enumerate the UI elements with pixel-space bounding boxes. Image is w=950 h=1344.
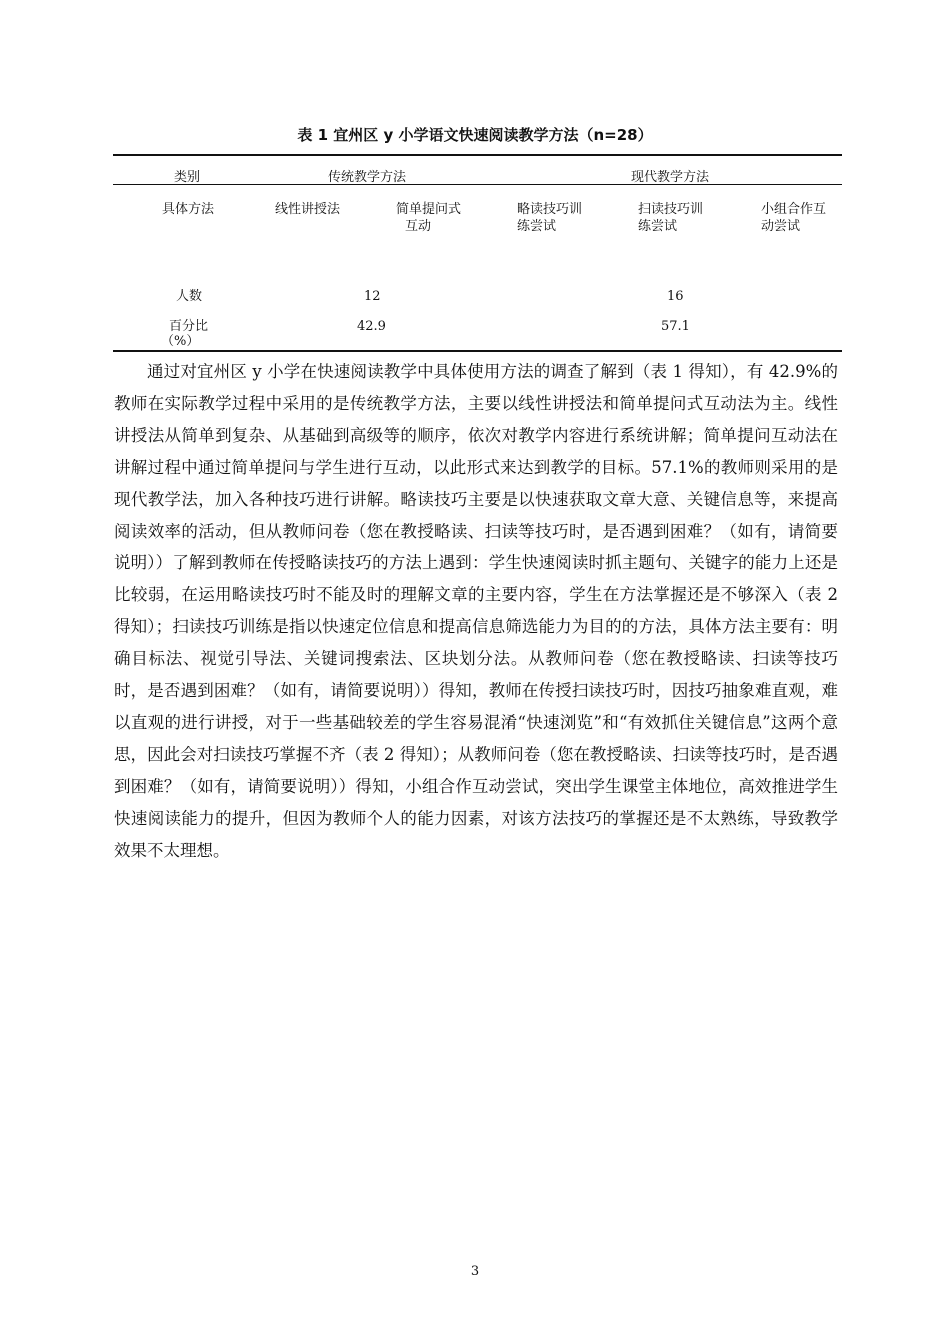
method-row-label: 具体方法 [162,202,215,217]
method-simple-questioning [396,201,461,235]
method-group-cooperation-line2: 动尝试 [761,219,801,234]
count-row-label: 人数 [176,289,203,304]
method-group-cooperation-line1: 小组合作互 [761,202,827,217]
method-scanning-line2: 练尝试 [638,219,678,234]
method-group-cooperation [761,201,826,235]
page-number: 3 [470,1264,480,1279]
category-header: 类别 [174,170,201,185]
table-caption: 表 1 宜州区 y 小学语文快速阅读教学方法（n=28） [297,126,653,144]
count-traditional: 12 [364,289,381,304]
percent-traditional: 42.9 [357,319,386,334]
method-skimming-line2: 练尝试 [517,219,557,234]
method-simple-questioning-line2: 互动 [405,219,432,234]
count-modern: 16 [667,289,684,304]
method-simple-questioning-line1: 简单提问式 [396,202,462,217]
method-scanning-line1: 扫读技巧训 [638,202,704,217]
percent-row-label-line2: （%） [161,334,200,349]
method-scanning [638,201,703,235]
percent-row-label-line1: 百分比 [169,319,209,334]
table-header-rule [113,184,842,185]
method-linear-lecture-line: 线性讲授法 [275,202,341,217]
percent-row-label [161,318,209,350]
table-bottom-rule [113,350,842,352]
method-skimming-line1: 略读技巧训 [517,202,583,217]
modern-methods-header: 现代教学方法 [631,170,710,185]
traditional-methods-header: 传统教学方法 [328,170,407,185]
body-paragraph: 通过对宜州区 y 小学在快速阅读教学中具体使用方法的调查了解到（表 1 得知），有 42.9%的教师在实际教学过程中采用的是传统教学方法，主要以线性讲授法和简单提问式互动法为主。线性讲授法从简单到复杂、从基础到高级等的顺序，依次对教学内容进行系统讲解；简单提问互动法在讲解过程中通过简单提问与学生进行互动，以此形式来达到教学的目标。57.1%的教师则采用的是现代教学法，加入各种技巧进行讲解。略读技巧主要是以快速获取文章大意、关键信息等，来提高阅读效率的活动，但从教师问卷（您在教授略读、扫读等技巧时，是否遇到困难？（如有，请简要说明））了解到教师在传授略读技巧的方法上遇到：学生快速阅读时抓主题句、关键字的能力上还是比较弱，在运用略读技巧时不能及时的理解文章的主要内容，学生在方法掌握还是不够深入（表 2 得知）；扫读技巧训练是指以快速定位信息和提高信息筛选能力为目的的方法，具体方法主要有：明确目标法、视觉引导法、关键词搜索法、区块划分法。从教师问卷（您在教授略读、扫读等技巧时，是否遇到困难？（如有，请简要说明））得知，教师在传授扫读技巧时，因技巧抽象难直观，难以直观的进行讲授，对于一些基础较差的学生容易混淆“快速浏览”和“有效抓住关键信息”这两个意思，因此会对扫读技巧掌握不齐（表 2 得知）；从教师问卷（您在教授略读、扫读等技巧时，是否遇到困难？（如有，请简要说明））得知，小组合作互动尝试，突出学生课堂主体地位，高效推进学生快速阅读能力的提升，但因为教师个人的能力因素，对该方法技巧的掌握还是不太熟练，导致教学效果不太理想。 [114,362,838,860]
percent-modern: 57.1 [661,319,690,334]
table-top-rule [113,154,842,156]
method-linear-lecture [275,201,340,218]
method-skimming [517,201,582,235]
